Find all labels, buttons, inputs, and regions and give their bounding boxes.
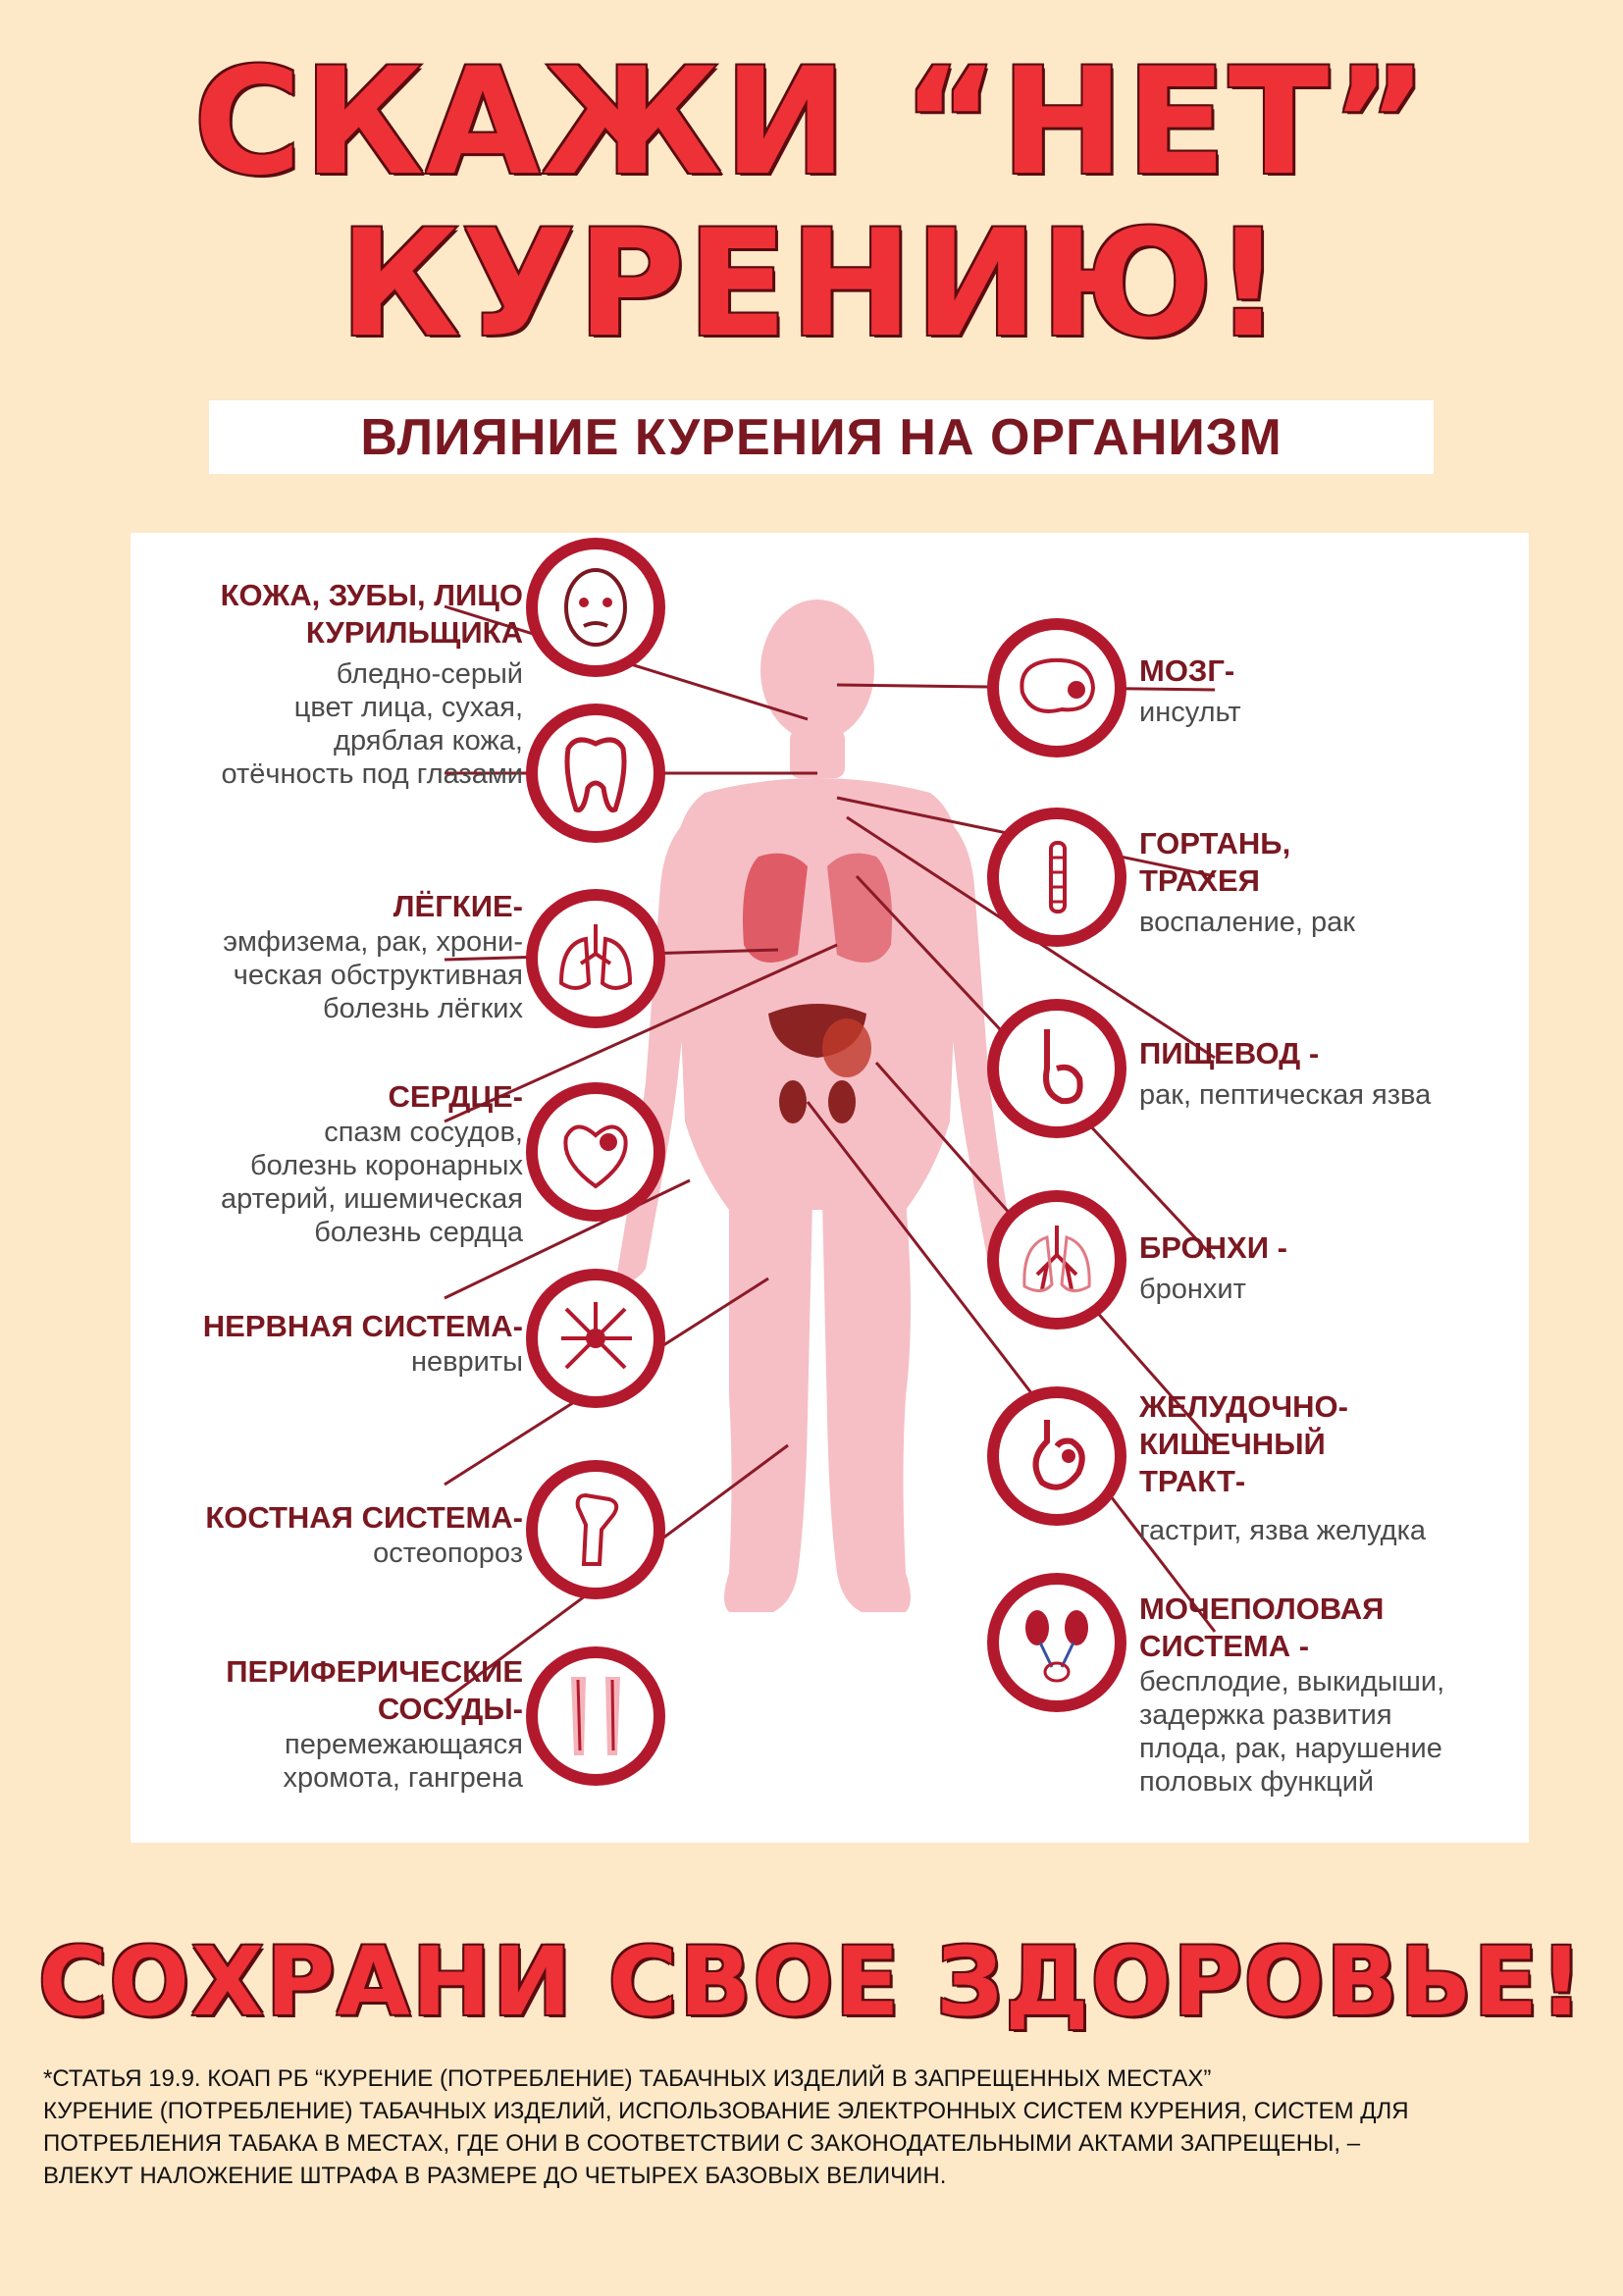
subtitle-banner (209, 400, 1434, 474)
footnote: *СТАТЬЯ 19.9. КОАП РБ “КУРЕНИЕ (ПОТРЕБЛЕНИЕ) ТАБАЧНЫХ ИЗДЕЛИЙ В ЗАПРЕЩЕННЫХ МЕСТАХ” КУРЕНИЕ (ПОТРЕБЛЕНИЕ) ТАБАЧНЫХ ИЗДЕЛИЙ, ИСПОЛЬЗОВАНИЕ ЭЛЕКТРОННЫХ СИСТЕМ КУРЕНИЯ, СИСТЕМ ДЛЯ ПОТРЕБЛЕНИЯ ТАБАКА В МЕСТАХ, ГДЕ ОНИ В СООТВЕТСТВИИ С ЗАКОНОДАТЕЛЬНЫМИ АКТАМИ ЗАПРЕЩЕНЫ, – ВЛЕКУТ НАЛОЖЕНИЕ ШТРАФА В РАЗМЕРЕ ДО ЧЕТЫРЕХ БАЗОВЫХ ВЕЛИЧИН. (43, 2065, 1409, 2189)
bone-circle (526, 1460, 665, 1599)
brain-circle (987, 618, 1126, 757)
face-icon (556, 563, 635, 652)
bronchi-icon (1013, 1216, 1101, 1304)
label-heart (150, 1078, 523, 1249)
label-skin-head: КОЖА, ЗУБЫ, ЛИЦО КУРИЛЬЩИКА (220, 578, 523, 650)
label-brain-text: инсульт (1139, 697, 1241, 728)
label-esophagus (1139, 1035, 1522, 1112)
stomach-circle (987, 1386, 1126, 1526)
label-bone-text: остеопороз (373, 1538, 523, 1569)
lungs-circle (526, 889, 665, 1028)
bronchi-circle (987, 1190, 1126, 1330)
label-throat-head: ГОРТАНЬ, ТРАХЕЯ (1139, 826, 1291, 898)
label-gi (1139, 1388, 1522, 1547)
poster-title-line2: КУРЕНИЮ! (339, 199, 1284, 370)
neuron-icon (551, 1294, 640, 1383)
stomach-icon (1018, 1412, 1096, 1500)
heart-circle (526, 1082, 665, 1222)
label-bronchi-head: БРОНХИ - (1139, 1230, 1287, 1265)
label-throat (1139, 825, 1522, 939)
label-bone (150, 1499, 523, 1570)
label-esophagus-text: рак, пептическая язва (1139, 1079, 1432, 1111)
label-nervous (150, 1308, 523, 1379)
throat-circle (987, 808, 1126, 947)
label-bone-head: КОСТНАЯ СИСТЕМА- (205, 1500, 523, 1535)
esophagus-icon (1022, 1024, 1091, 1113)
label-urinary-head: МОЧЕПОЛОВАЯ СИСТЕМА - (1139, 1592, 1385, 1663)
infographic-panel (131, 533, 1529, 1843)
label-lungs-head: ЛЁГКИЕ- (393, 889, 523, 923)
label-bronchi (1139, 1229, 1522, 1306)
label-heart-text: спазм сосудов, болезнь коронарных артерий, ишемическая болезнь сердца (221, 1117, 523, 1248)
subtitle: ВЛИЯНИЕ КУРЕНИЯ НА ОРГАНИЗМ (360, 408, 1283, 466)
label-bronchi-text: бронхит (1139, 1274, 1246, 1305)
urinary-icon (1013, 1598, 1101, 1687)
label-brain (1139, 652, 1522, 729)
bone-icon (556, 1486, 635, 1574)
label-skin-text: бледно-серый цвет лица, сухая, дряблая кожа, отёчность под глазами (221, 658, 523, 790)
legs-vessels-circle (526, 1646, 665, 1786)
label-lungs-text: эмфизема, рак, хрони- ческая обструктивная болезнь лёгких (223, 926, 523, 1024)
heart-icon (551, 1108, 640, 1196)
face-circle (526, 538, 665, 677)
throat-icon (1027, 833, 1086, 921)
label-vessels (150, 1653, 523, 1795)
label-vessels-text: перемежающаяся хромота, гангрена (283, 1729, 523, 1794)
neuron-circle (526, 1269, 665, 1408)
label-skin (150, 577, 523, 791)
label-nervous-head: НЕРВНАЯ СИСТЕМА- (202, 1309, 523, 1343)
legs-vessels-icon (556, 1672, 635, 1760)
label-throat-text: воспаление, рак (1139, 907, 1355, 938)
label-urinary-text: бесплодие, выкидыши, задержка развития плода, рак, нарушение половых функций (1139, 1666, 1445, 1798)
label-vessels-head: ПЕРИФЕРИЧЕСКИЕ СОСУДЫ- (226, 1654, 523, 1726)
label-urinary (1139, 1591, 1522, 1799)
label-nervous-text: невриты (410, 1346, 523, 1378)
label-esophagus-head: ПИЩЕВОД - (1139, 1036, 1320, 1070)
tooth-icon (556, 729, 635, 817)
lungs-icon (551, 914, 640, 1003)
slogan: СОХРАНИ СВОЕ ЗДОРОВЬЕ! (37, 1927, 1586, 2037)
urinary-circle (987, 1573, 1126, 1712)
label-gi-head: ЖЕЛУДОЧНО- КИШЕЧНЫЙ ТРАКТ- (1139, 1389, 1348, 1498)
poster-title-line1: СКАЖИ “НЕТ” (193, 37, 1430, 208)
brain-icon (1013, 649, 1101, 727)
label-brain-head: МОЗГ- (1139, 653, 1235, 688)
label-gi-text: гастрит, язва желудка (1139, 1515, 1427, 1546)
esophagus-circle (987, 999, 1126, 1138)
label-heart-head: СЕРДЦЕ- (388, 1079, 523, 1114)
label-lungs (150, 888, 523, 1025)
tooth-circle (526, 704, 665, 843)
